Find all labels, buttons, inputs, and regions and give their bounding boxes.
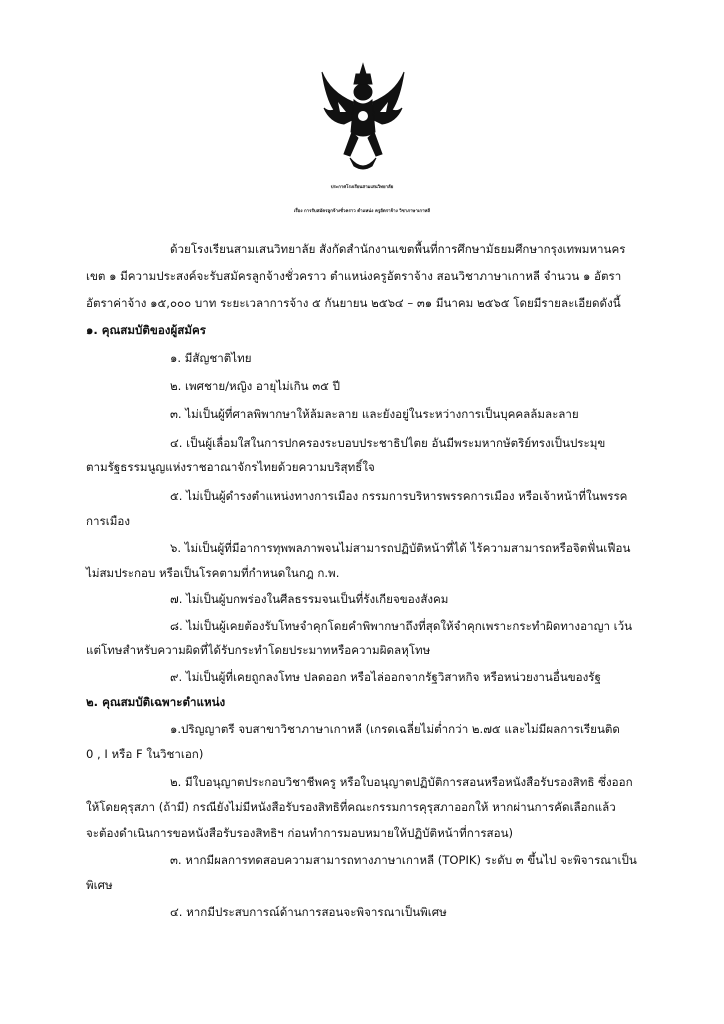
- list-item-continuation: แต่โทษสำหรับความผิดที่ได้รับกระทำโดยประมาทหรือความผิดลหุโทษ: [86, 643, 431, 657]
- list-item: ๓. หากมีผลการทดสอบความสามารถทางภาษาเกาหลี (TOPIK) ระดับ ๓ ขึ้นไป จะพิจารณาเป็น: [170, 853, 637, 867]
- list-item: ๒. มีใบอนุญาตประกอบวิชาชีพครู หรือใบอนุญาตปฏิบัติการสอนหรือหนังสือรับรองสิทธิ ซึ่งออก: [170, 775, 633, 789]
- list-item-continuation: ให้โดยคุรุสภา (ถ้ามี) กรณียังไม่มีหนังสือรับรองสิทธิที่คณะกรรมการคุรุสภาออกให้ หากผ่านการคัดเลือกแล้ว: [86, 800, 616, 814]
- list-item: ๑. มีสัญชาติไทย: [170, 351, 252, 365]
- list-item: ๘. ไม่เป็นผู้เคยต้องรับโทษจำคุกโดยคำพิพากษาถึงที่สุดให้จำคุกเพราะกระทำผิดทางอาญา เว้น: [170, 619, 633, 633]
- list-item: ๗. ไม่เป็นผู้บกพร่องในศีลธรรมจนเป็นที่รังเกียจของสังคม: [170, 592, 449, 606]
- list-item-continuation: ตามรัฐธรรมนูญแห่งราชอาณาจักรไทยด้วยความบริสุทธิ์ใจ: [86, 460, 375, 474]
- list-item: ๓. ไม่เป็นผู้ที่ศาลพิพากษาให้ล้มละลาย และยังอยู่ในระหว่างการเป็นบุคคลล้มละลาย: [170, 407, 579, 421]
- section-heading: ๑. คุณสมบัติของผู้สมัคร: [86, 323, 206, 337]
- list-item-continuation: ไม่สมประกอบ หรือเป็นโรคตามที่กำหนดในกฎ ก.พ.: [86, 566, 340, 580]
- list-item: ๔. หากมีประสบการณ์ด้านการสอนจะพิจารณาเป็นพิเศษ: [170, 905, 447, 919]
- list-item: ๖. ไม่เป็นผู้ที่มีอาการทุพพลภาพจนไม่สามารถปฏิบัติหน้าที่ได้ ไร้ความสามารถหรือจิตฟั่นเฟือน: [170, 541, 631, 555]
- list-item: ๙. ไม่เป็นผู้ที่เคยถูกลงโทษ ปลดออก หรือไล่ออกจากรัฐวิสาหกิจ หรือหน่วยงานอื่นของรัฐ: [170, 670, 601, 684]
- list-item-continuation: การเมือง: [86, 514, 130, 528]
- list-item: ๔. เป็นผู้เลื่อมใสในการปกครองระบอบประชาธิปไตย อันมีพระมหากษัตริย์ทรงเป็นประมุข: [170, 436, 606, 450]
- announcement-subject: เรื่อง การรับสมัครลูกจ้างชั่วคราว ตำแหน่ง ครูอัตราจ้าง วิชาภาษาเกาหลี: [293, 209, 431, 214]
- intro-line: ด้วยโรงเรียนสามเสนวิทยาลัย สังกัดสำนักงานเขตพื้นที่การศึกษามัธยมศึกษากรุงเทพมหานคร: [170, 242, 626, 256]
- list-item: ๕. ไม่เป็นผู้ดำรงตำแหน่งทางการเมือง กรรมการบริหารพรรคการเมือง หรือเจ้าหน้าที่ในพรรค: [170, 489, 628, 503]
- list-item-continuation: 0 , I หรือ F ในวิชาเอก): [86, 747, 204, 761]
- announcement-title: ประกาศโรงเรียนสามเสนวิทยาลัย: [330, 185, 394, 190]
- list-item: ๒. เพศชาย/หญิง อายุไม่เกิน ๓๕ ปี: [170, 379, 341, 393]
- list-item: ๑.ปริญญาตรี จบสาขาวิชาภาษาเกาหลี (เกรดเฉลี่ยไม่ต่ำกว่า ๒.๗๕ และไม่มีผลการเรียนติด: [170, 722, 620, 736]
- intro-line: เขต ๑ มีความประสงค์จะรับสมัครลูกจ้างชั่วคราว ตำแหน่งครูอัตราจ้าง สอนวิชาภาษาเกาหลี จำนวน ๑ อัตรา: [86, 269, 622, 283]
- list-item-continuation: จะต้องดำเนินการขอหนังสือรับรองสิทธิฯ ก่อนทำการมอบหมายให้ปฏิบัติหน้าที่การสอน): [86, 826, 514, 840]
- garuda-emblem-icon: [320, 62, 406, 174]
- section-heading: ๒. คุณสมบัติเฉพาะตำแหน่ง: [86, 695, 226, 709]
- intro-line: อัตราค่าจ้าง ๑๕,๐๐๐ บาท ระยะเวลาการจ้าง ๕ กันยายน ๒๕๖๔ – ๓๑ มีนาคม ๒๕๖๕ โดยมีรายละเอียดดังนี้: [86, 296, 621, 310]
- list-item-continuation: พิเศษ: [86, 878, 113, 892]
